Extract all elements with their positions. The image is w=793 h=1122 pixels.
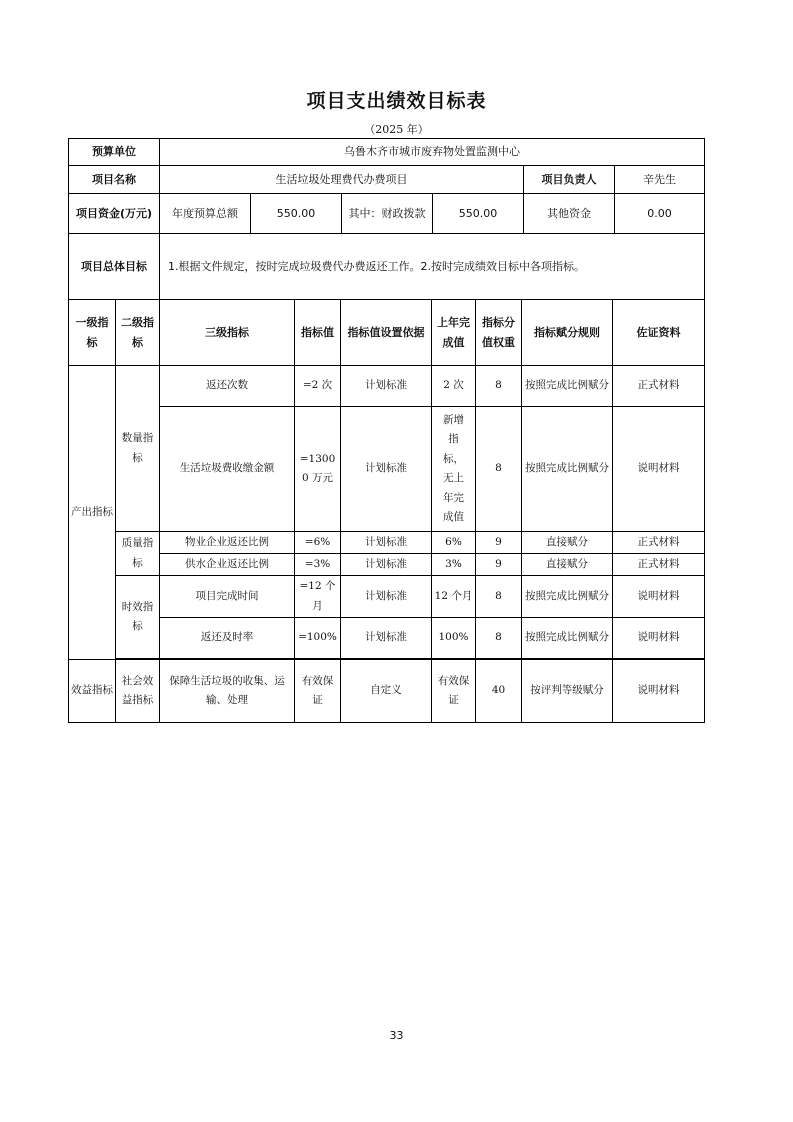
page-title: 项目支出绩效目标表 bbox=[306, 90, 487, 112]
header-level1: 一级指标 bbox=[69, 300, 116, 366]
indicator-value: =13000 万元 bbox=[295, 407, 341, 532]
fiscal-value: 550.00 bbox=[433, 194, 524, 234]
indicator-name: 返还及时率 bbox=[160, 618, 295, 659]
indicator-evidence: 说明材料 bbox=[613, 576, 705, 618]
indicator-basis: 计划标准 bbox=[341, 618, 432, 659]
owner-label: 项目负责人 bbox=[524, 166, 615, 194]
header-last-year: 上年完成值 bbox=[432, 300, 476, 366]
indicator-evidence: 说明材料 bbox=[613, 407, 705, 532]
year-label: （2025 年） bbox=[364, 123, 429, 136]
indicator-last-year: 有效保证 bbox=[432, 660, 476, 723]
header-weight: 指标分值权重 bbox=[476, 300, 522, 366]
indicator-basis: 计划标准 bbox=[341, 576, 432, 618]
indicator-value: =3% bbox=[295, 554, 341, 576]
indicator-name: 保障生活垃圾的收集、运输、处理 bbox=[160, 660, 295, 723]
indicator-last-year: 6% bbox=[432, 532, 476, 554]
table-row bbox=[69, 407, 705, 532]
unit-value: 乌鲁木齐市城市废弃物处置监测中心 bbox=[160, 139, 705, 166]
indicator-basis: 计划标准 bbox=[341, 407, 432, 532]
indicator-name: 生活垃圾费收缴金额 bbox=[160, 407, 295, 532]
other-funds-label: 其他资金 bbox=[524, 194, 615, 234]
indicator-weight: 9 bbox=[476, 554, 522, 576]
indicator-last-year: 12 个月 bbox=[432, 576, 476, 618]
annual-budget-value: 550.00 bbox=[251, 194, 342, 234]
indicator-name: 返还次数 bbox=[160, 366, 295, 407]
project-name-label: 项目名称 bbox=[69, 166, 160, 194]
indicator-weight: 8 bbox=[476, 576, 522, 618]
indicator-weight: 9 bbox=[476, 532, 522, 554]
other-funds-value: 0.00 bbox=[615, 194, 705, 234]
indicator-last-year: 新增指标，无上年完成值 bbox=[432, 407, 476, 532]
indicator-basis: 自定义 bbox=[341, 660, 432, 723]
indicator-value: =12 个月 bbox=[295, 576, 341, 618]
header-level3: 三级指标 bbox=[160, 300, 295, 366]
indicator-last-year: 2 次 bbox=[432, 366, 476, 407]
goal-value: 1.根据文件规定，按时完成垃圾费代办费返还工作。2.按时完成绩效目标中各项指标。 bbox=[160, 234, 705, 300]
group-output: 产出指标 bbox=[69, 366, 116, 660]
table-row bbox=[69, 660, 705, 723]
indicator-value: 有效保证 bbox=[295, 660, 341, 723]
indicator-evidence: 说明材料 bbox=[613, 618, 705, 659]
funds-label: 项目资金(万元) bbox=[69, 194, 160, 234]
indicator-value: =100% bbox=[295, 618, 341, 659]
indicator-weight: 8 bbox=[476, 366, 522, 407]
indicator-evidence: 说明材料 bbox=[613, 660, 705, 723]
indicator-table bbox=[68, 299, 705, 723]
table-row bbox=[69, 366, 705, 407]
page-number: 33 bbox=[389, 1029, 404, 1042]
group-benefit: 效益指标 bbox=[69, 660, 116, 723]
indicator-value: =6% bbox=[295, 532, 341, 554]
group-social: 社会效益指标 bbox=[116, 660, 160, 723]
indicator-weight: 8 bbox=[476, 618, 522, 659]
indicator-rule: 按照完成比例赋分 bbox=[522, 366, 613, 407]
unit-label: 预算单位 bbox=[69, 139, 160, 166]
table-row bbox=[69, 618, 705, 659]
indicator-evidence: 正式材料 bbox=[613, 554, 705, 576]
header-rule: 指标赋分规则 bbox=[522, 300, 613, 366]
indicator-rule: 按照完成比例赋分 bbox=[522, 407, 613, 532]
annual-budget-label: 年度预算总额 bbox=[160, 194, 251, 234]
indicator-evidence: 正式材料 bbox=[613, 532, 705, 554]
header-basis: 指标值设置依据 bbox=[341, 300, 432, 366]
group-quality: 质量指标 bbox=[116, 532, 160, 576]
indicator-rule: 按照完成比例赋分 bbox=[522, 576, 613, 618]
owner-value: 辛先生 bbox=[615, 166, 705, 194]
indicator-rule: 直接赋分 bbox=[522, 532, 613, 554]
group-timeliness: 时效指标 bbox=[116, 576, 160, 659]
indicator-last-year: 100% bbox=[432, 618, 476, 659]
header-value: 指标值 bbox=[295, 300, 341, 366]
indicator-rule: 按照完成比例赋分 bbox=[522, 618, 613, 659]
project-name-value: 生活垃圾处理费代办费项目 bbox=[160, 166, 524, 194]
indicator-weight: 8 bbox=[476, 407, 522, 532]
basic-info-table bbox=[68, 138, 705, 300]
table-row bbox=[69, 532, 705, 554]
header-level2: 二级指标 bbox=[116, 300, 160, 366]
indicator-rule: 直接赋分 bbox=[522, 554, 613, 576]
indicator-basis: 计划标准 bbox=[341, 366, 432, 407]
indicator-evidence: 正式材料 bbox=[613, 366, 705, 407]
indicator-value: =2 次 bbox=[295, 366, 341, 407]
indicator-basis: 计划标准 bbox=[341, 554, 432, 576]
indicator-name: 项目完成时间 bbox=[160, 576, 295, 618]
group-quantity: 数量指标 bbox=[116, 366, 160, 532]
indicator-name: 供水企业返还比例 bbox=[160, 554, 295, 576]
table-row bbox=[69, 554, 705, 576]
header-evidence: 佐证资料 bbox=[613, 300, 705, 366]
fiscal-label: 其中：财政拨款 bbox=[342, 194, 433, 234]
table-row bbox=[69, 576, 705, 618]
indicator-basis: 计划标准 bbox=[341, 532, 432, 554]
indicator-last-year: 3% bbox=[432, 554, 476, 576]
goal-label: 项目总体目标 bbox=[69, 234, 160, 300]
indicator-rule: 按评判等级赋分 bbox=[522, 660, 613, 723]
indicator-name: 物业企业返还比例 bbox=[160, 532, 295, 554]
indicator-weight: 40 bbox=[476, 660, 522, 723]
